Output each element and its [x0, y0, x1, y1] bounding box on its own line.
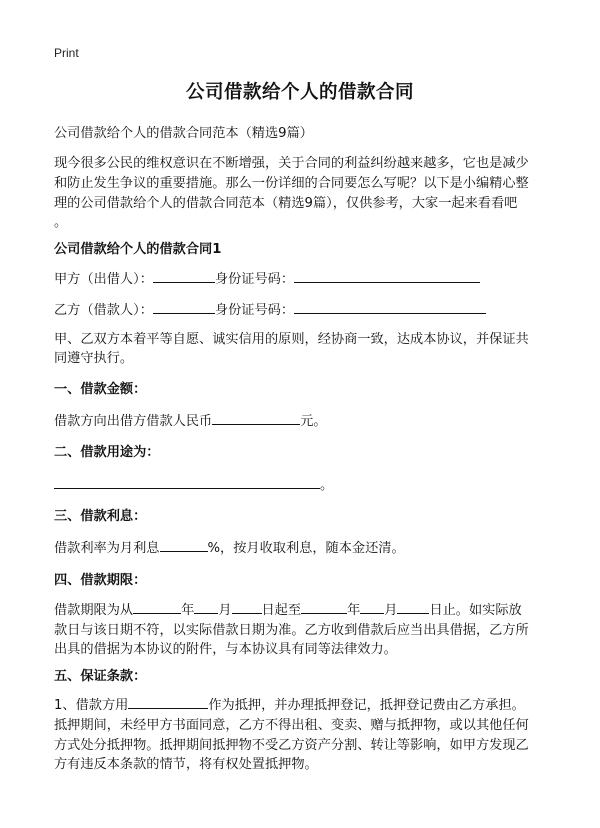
- term-blank: [301, 601, 347, 614]
- guarantee-line: 抵押期间，未经甲方书面同意，乙方不得出租、变卖、赠与抵押物，或以其他任何: [54, 718, 529, 733]
- amount-text: 借款方向出借方借款人民币: [54, 414, 213, 429]
- section-heading-amount: 一、借款金额：: [54, 382, 147, 397]
- guarantee-text: 1、借款方用: [54, 698, 129, 713]
- guarantee-text: 作为抵押，并办理抵押登记，抵押登记费由乙方承担。: [208, 698, 525, 713]
- interest-text: 借款利率为月利息: [54, 541, 160, 556]
- guarantee-line-1: [54, 694, 525, 713]
- purpose-blank: [54, 476, 320, 489]
- print-link[interactable]: Print: [54, 46, 79, 60]
- interest-blank: [160, 539, 208, 552]
- party-b-id-label: 身份证号码：: [214, 303, 295, 318]
- party-a-name-blank: [153, 270, 215, 283]
- collateral-blank: [128, 696, 208, 709]
- amount-blank: [212, 412, 300, 425]
- party-a-id-blank: [294, 270, 480, 283]
- term-text: 年: [347, 603, 361, 618]
- interest-text-end: %，按月收取利息，随本金还清。: [207, 541, 405, 556]
- section-heading-term: 四、借款期限：: [54, 573, 147, 588]
- document-subtitle: 公司借款给个人的借款合同范本（精选9篇）: [54, 126, 313, 141]
- term-text: 日起至: [261, 603, 302, 618]
- purpose-row: [54, 474, 333, 493]
- intro-line: 。: [54, 215, 68, 230]
- amount-unit: 元。: [300, 414, 327, 429]
- intro-line: 理的公司借款给个人的借款合同范本（精选9篇），仅供参考，大家一起来看看吧: [54, 196, 518, 211]
- party-b-label: 乙方（借款人）：: [54, 303, 153, 318]
- section-heading-guarantee: 五、保证条款：: [54, 669, 147, 684]
- intro-line: 和防止发生争议的重要措施。那么一份详细的合同要怎么写呢？以下是小编精心整: [54, 176, 529, 191]
- agreement-line: 甲、乙双方本着平等自愿、诚实信用的原则，经协商一致，达成本协议，并保证共: [54, 332, 529, 347]
- contract-heading: 公司借款给个人的借款合同1: [54, 242, 222, 257]
- term-blank: [133, 601, 181, 614]
- section-heading-interest: 三、借款利息：: [54, 509, 147, 524]
- term-line-3: 出具的借据为本协议的附件，与本协议具有同等法律效力。: [54, 642, 397, 657]
- term-text: 年: [181, 603, 195, 618]
- agreement-line: 同遵守执行。: [54, 351, 134, 366]
- guarantee-line: 方式处分抵押物。抵押期间抵押物不受乙方资产分割、转让等影响，如甲方发现乙: [54, 738, 529, 753]
- term-text: 月: [218, 603, 232, 618]
- party-a-label: 甲方（出借人）：: [54, 272, 153, 287]
- guarantee-line: 方有违反本条款的情节，将有权处置抵押物。: [54, 757, 318, 772]
- purpose-end: 。: [320, 478, 334, 493]
- section-heading-purpose: 二、借款用途为：: [54, 445, 160, 460]
- term-line-1: [54, 599, 522, 618]
- term-line-2: 款日与该日期不符，以实际借款日期为准。乙方收到借款后应当出具借据，乙方所: [54, 623, 529, 638]
- amount-row: [54, 410, 327, 429]
- party-b-row: [54, 299, 486, 318]
- term-text: 日止。如实际放: [429, 603, 522, 618]
- party-b-name-blank: [153, 301, 215, 314]
- party-b-id-blank: [294, 301, 486, 314]
- term-blank: [194, 601, 218, 614]
- party-a-row: [54, 268, 480, 287]
- document-title: 公司借款给个人的借款合同: [185, 82, 414, 103]
- term-blank: [232, 601, 262, 614]
- term-blank: [360, 601, 384, 614]
- term-blank: [397, 601, 429, 614]
- interest-row: [54, 537, 405, 556]
- intro-line: 现今很多公民的维权意识在不断增强，关于合同的利益纠纷越来越多，它也是减少: [54, 156, 529, 171]
- party-a-id-label: 身份证号码：: [214, 272, 295, 287]
- term-text: 月: [384, 603, 398, 618]
- term-text: 借款期限为从: [54, 603, 134, 618]
